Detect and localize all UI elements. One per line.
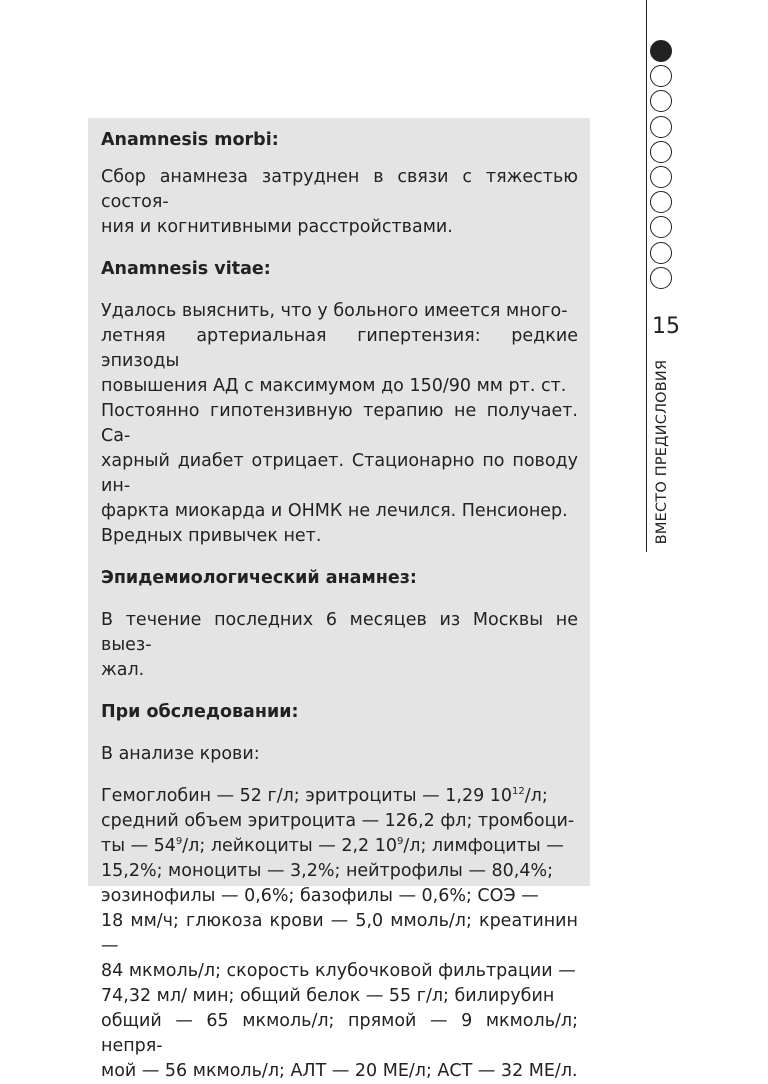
blood-test-results: Гемоглобин — 52 г/л; эритроциты — 1,29 $10^{12}/л$; средний объем эритроцита — 126,2 фл; тромбоци- ты — $54^9/л$; лейкоциты — 2,2 $10^9/л$; лимфоциты — 15,2%; моноциты — 3,2%; нейтрофилы — 80,4%; эозинофилы — 0,6%; базофилы — 0,6%; СОЭ — 18 мм/ч; глюкоза крови — 5,0 ммоль/л; креатинин — 84 мкмоль/л; скорость клубочковой фильтрации — 74,32 мл/ мин; общий белок — 55 г/л; билирубин общий — 65 мкмоль/л; прямой — 9 мкмоль/л; непря- мой — 56 мкмоль/л; АЛТ — 20 МЕ/л; АСТ — 32 МЕ/л.: [101, 786, 578, 1081]
heading-anamnesis-vitae: Anamnesis vitae:: [101, 259, 271, 279]
progress-dot: [650, 141, 672, 163]
progress-dot: [650, 166, 672, 188]
blood-test-intro: В анализе крови:: [101, 744, 260, 764]
heading-epidemiology: Эпидемиологический анамнез:: [101, 568, 417, 588]
progress-dot: [650, 65, 672, 87]
progress-dot-filled: [650, 40, 672, 62]
progress-dot: [650, 242, 672, 264]
progress-dot: [650, 90, 672, 112]
progress-dot: [650, 216, 672, 238]
chapter-progress-indicator: [650, 40, 674, 292]
running-section-title: ВМЕСТО ПРЕДИСЛОВИЯ: [654, 359, 670, 545]
heading-examination: При обследовании:: [101, 702, 299, 722]
anamnesis-morbi-text: Сбор анамнеза затруднен в связи с тяжестью состоя- ния и когнитивными расстройствами.: [101, 167, 578, 237]
heading-anamnesis-morbi: Anamnesis morbi:: [101, 130, 279, 150]
case-info-box: [88, 118, 590, 1081]
anamnesis-vitae-text: Удалось выяснить, что у больного имеется много- летняя артериальная гипертензия: редкие эпизоды повышения АД с максимумом до 150/90 мм рт. ст. Постоянно гипотензивную терапию не получает. Са- харный диабет отрицает. Стационарно по поводу ин- фаркта миокарда и ОНМК не лечился. Пенсионер. Вредных привычек нет.: [101, 301, 578, 546]
page-number: 15: [652, 314, 680, 339]
margin-rule: [646, 0, 647, 552]
progress-dot: [650, 191, 672, 213]
progress-dot: [650, 267, 672, 289]
epidemiology-text: В течение последних 6 месяцев из Москвы не выез- жал.: [101, 610, 578, 680]
progress-dot: [650, 116, 672, 138]
